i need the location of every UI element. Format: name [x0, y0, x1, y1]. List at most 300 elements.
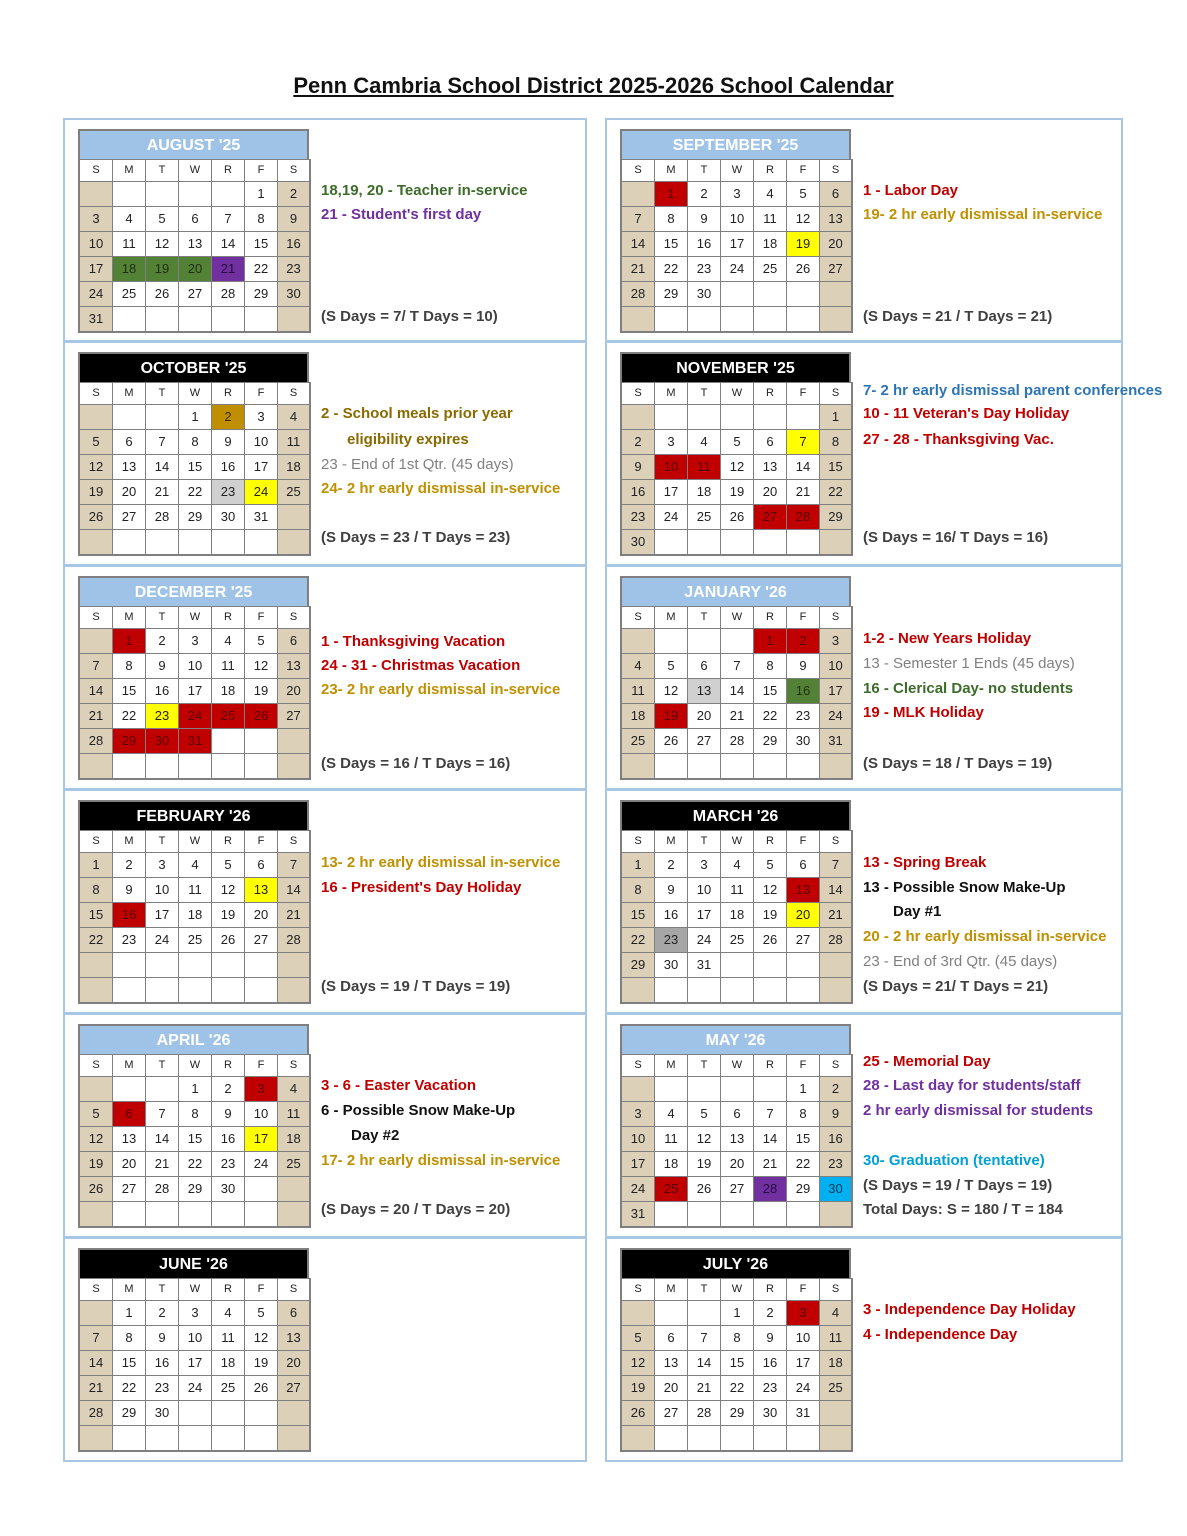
empty-day-cell: [113, 405, 146, 430]
day-cell: 17: [688, 903, 721, 928]
day-cell: 27: [787, 928, 820, 953]
day-cell: 29: [754, 729, 787, 754]
weekday-header: F: [245, 1055, 278, 1077]
day-cell: 2: [278, 182, 311, 207]
day-cell: 9: [622, 455, 655, 480]
day-cell: 19: [787, 232, 820, 257]
day-cell: 28: [80, 729, 113, 754]
weekday-header: S: [278, 383, 311, 405]
day-cell: 18: [278, 455, 311, 480]
empty-day-cell: [754, 978, 787, 1004]
day-cell: 23: [146, 704, 179, 729]
empty-day-cell: [278, 1401, 311, 1426]
day-cell: 27: [179, 282, 212, 307]
day-cell: 26: [688, 1177, 721, 1202]
day-cell: 26: [245, 1376, 278, 1401]
day-cell: 3: [179, 629, 212, 654]
day-cell: 26: [245, 704, 278, 729]
day-cell: 13: [278, 654, 311, 679]
day-cell: 21: [146, 1152, 179, 1177]
day-cell: 13: [655, 1351, 688, 1376]
empty-day-cell: [278, 505, 311, 530]
day-cell: 27: [278, 1376, 311, 1401]
month-title: SEPTEMBER '25: [620, 129, 851, 159]
month-calendar: [620, 1024, 851, 1228]
day-cell: 24: [179, 1376, 212, 1401]
calendar-note: 1-2 - New Years Holiday: [863, 630, 1032, 647]
day-cell: 5: [721, 430, 754, 455]
weekday-header: R: [212, 607, 245, 629]
day-cell: 8: [179, 430, 212, 455]
empty-day-cell: [721, 530, 754, 556]
empty-day-cell: [688, 307, 721, 333]
day-cell: 11: [113, 232, 146, 257]
day-cell: 2: [754, 1301, 787, 1326]
weekday-header: F: [245, 1279, 278, 1301]
weekday-header: T: [688, 383, 721, 405]
day-cell: 8: [787, 1102, 820, 1127]
day-cell: 22: [820, 480, 853, 505]
empty-day-cell: [80, 1077, 113, 1102]
month-grid: [620, 1054, 853, 1228]
day-cell: 13: [278, 1326, 311, 1351]
month-title: AUGUST '25: [78, 129, 309, 159]
weekday-header: R: [754, 1055, 787, 1077]
weekday-header: F: [245, 160, 278, 182]
day-cell: 6: [721, 1102, 754, 1127]
day-cell: 18: [212, 679, 245, 704]
weekday-header: T: [688, 160, 721, 182]
day-cell: 23: [212, 1152, 245, 1177]
calendar-note: Total Days: S = 180 / T = 184: [863, 1201, 1063, 1218]
day-cell: 11: [622, 679, 655, 704]
empty-day-cell: [179, 182, 212, 207]
day-cell: 28: [688, 1401, 721, 1426]
day-cell: 22: [655, 257, 688, 282]
month-grid: [78, 830, 311, 1004]
calendar-note: (S Days = 19 / T Days = 19): [863, 1177, 1053, 1194]
day-cell: 15: [721, 1351, 754, 1376]
weekday-header: T: [146, 1055, 179, 1077]
empty-day-cell: [278, 307, 311, 333]
day-cell: 12: [80, 455, 113, 480]
empty-day-cell: [721, 629, 754, 654]
calendar-note: 18,19, 20 - Teacher in-service: [321, 182, 528, 199]
empty-day-cell: [754, 953, 787, 978]
empty-day-cell: [787, 754, 820, 780]
empty-day-cell: [80, 978, 113, 1004]
empty-day-cell: [721, 405, 754, 430]
calendar-note: 28 - Last day for students/staff: [863, 1077, 1081, 1094]
day-cell: 18: [754, 232, 787, 257]
weekday-header: F: [787, 831, 820, 853]
month-panel: [605, 341, 1163, 566]
weekday-header: M: [655, 831, 688, 853]
empty-day-cell: [212, 307, 245, 333]
weekday-header: F: [787, 607, 820, 629]
day-cell: 28: [787, 505, 820, 530]
day-cell: 28: [80, 1401, 113, 1426]
day-cell: 3: [721, 182, 754, 207]
day-cell: 6: [278, 629, 311, 654]
empty-day-cell: [820, 953, 853, 978]
weekday-header: W: [179, 383, 212, 405]
day-cell: 4: [179, 853, 212, 878]
day-cell: 8: [179, 1102, 212, 1127]
empty-day-cell: [113, 1426, 146, 1452]
day-cell: 16: [212, 1127, 245, 1152]
day-cell: 20: [787, 903, 820, 928]
day-cell: 21: [278, 903, 311, 928]
calendar-note: 13 - Semester 1 Ends (45 days): [863, 655, 1075, 672]
day-cell: 29: [113, 729, 146, 754]
day-cell: 19: [245, 1351, 278, 1376]
day-cell: 15: [622, 903, 655, 928]
day-cell: 19: [688, 1152, 721, 1177]
day-cell: 16: [146, 679, 179, 704]
day-cell: 16: [622, 480, 655, 505]
weekday-header: W: [179, 831, 212, 853]
day-cell: 5: [80, 430, 113, 455]
day-cell: 3: [655, 430, 688, 455]
weekday-header: M: [655, 607, 688, 629]
month-title: APRIL '26: [78, 1024, 309, 1054]
day-cell: 9: [688, 207, 721, 232]
weekday-header: M: [113, 831, 146, 853]
empty-day-cell: [245, 1401, 278, 1426]
empty-day-cell: [80, 530, 113, 556]
empty-day-cell: [820, 754, 853, 780]
day-cell: 17: [820, 679, 853, 704]
day-cell: 5: [212, 853, 245, 878]
weekday-header: R: [754, 831, 787, 853]
day-cell: 9: [146, 654, 179, 679]
empty-day-cell: [754, 1426, 787, 1452]
day-cell: 15: [179, 1127, 212, 1152]
day-cell: 20: [754, 480, 787, 505]
empty-day-cell: [113, 754, 146, 780]
day-cell: 10: [146, 878, 179, 903]
day-cell: 4: [754, 182, 787, 207]
day-cell: 3: [820, 629, 853, 654]
empty-day-cell: [787, 307, 820, 333]
day-cell: 24: [721, 257, 754, 282]
month-notes: [321, 343, 585, 564]
month-calendar: [78, 800, 309, 1004]
day-cell: 15: [820, 455, 853, 480]
month-calendar: [78, 129, 309, 333]
weekday-header: S: [80, 1279, 113, 1301]
day-cell: 2: [688, 182, 721, 207]
day-cell: 13: [787, 878, 820, 903]
day-cell: 25: [113, 282, 146, 307]
empty-day-cell: [146, 754, 179, 780]
month-grid: [620, 382, 853, 556]
day-cell: 3: [179, 1301, 212, 1326]
day-cell: 27: [113, 505, 146, 530]
month-panel: [605, 1013, 1123, 1238]
weekday-header: T: [146, 831, 179, 853]
day-cell: 10: [80, 232, 113, 257]
calendar-note: (S Days = 20 / T Days = 20): [321, 1201, 511, 1218]
empty-day-cell: [655, 754, 688, 780]
day-cell: 1: [245, 182, 278, 207]
day-cell: 5: [245, 1301, 278, 1326]
empty-day-cell: [278, 729, 311, 754]
day-cell: 6: [245, 853, 278, 878]
day-cell: 19: [655, 704, 688, 729]
empty-day-cell: [113, 978, 146, 1004]
calendar-note: Day #1: [893, 903, 942, 920]
day-cell: 4: [278, 405, 311, 430]
weekday-header: F: [787, 383, 820, 405]
day-cell: 14: [787, 455, 820, 480]
day-cell: 27: [688, 729, 721, 754]
empty-day-cell: [787, 953, 820, 978]
day-cell: 30: [146, 729, 179, 754]
empty-day-cell: [113, 182, 146, 207]
day-cell: 9: [655, 878, 688, 903]
day-cell: 15: [245, 232, 278, 257]
weekday-header: R: [754, 1279, 787, 1301]
day-cell: 8: [622, 878, 655, 903]
month-notes: [321, 120, 585, 340]
day-cell: 19: [754, 903, 787, 928]
calendar-note: 2 hr early dismissal for students: [863, 1102, 1094, 1119]
day-cell: 16: [655, 903, 688, 928]
day-cell: 4: [721, 853, 754, 878]
calendar-note: 30- Graduation (tentative): [863, 1152, 1045, 1169]
day-cell: 6: [179, 207, 212, 232]
day-cell: 30: [787, 729, 820, 754]
day-cell: 5: [787, 182, 820, 207]
day-cell: 22: [622, 928, 655, 953]
day-cell: 8: [245, 207, 278, 232]
empty-day-cell: [80, 1202, 113, 1228]
empty-day-cell: [179, 754, 212, 780]
day-cell: 28: [721, 729, 754, 754]
day-cell: 7: [754, 1102, 787, 1127]
calendar-note: 13 - Possible Snow Make-Up: [863, 879, 1066, 896]
day-cell: 1: [179, 405, 212, 430]
empty-day-cell: [622, 307, 655, 333]
empty-day-cell: [754, 754, 787, 780]
day-cell: 13: [113, 455, 146, 480]
day-cell: 10: [179, 654, 212, 679]
day-cell: 3: [80, 207, 113, 232]
day-cell: 11: [278, 1102, 311, 1127]
day-cell: 24: [820, 704, 853, 729]
day-cell: 1: [113, 1301, 146, 1326]
weekday-header: W: [721, 160, 754, 182]
weekday-header: T: [688, 1279, 721, 1301]
empty-day-cell: [622, 754, 655, 780]
day-cell: 7: [622, 207, 655, 232]
weekday-header: F: [245, 607, 278, 629]
empty-day-cell: [179, 1401, 212, 1426]
day-cell: 16: [146, 1351, 179, 1376]
day-cell: 3: [622, 1102, 655, 1127]
weekday-header: S: [622, 383, 655, 405]
empty-day-cell: [688, 530, 721, 556]
calendar-note: 2 - School meals prior year: [321, 405, 513, 422]
month-grid: [78, 159, 311, 333]
day-cell: 29: [113, 1401, 146, 1426]
month-title: JULY '26: [620, 1248, 851, 1278]
day-cell: 15: [179, 455, 212, 480]
day-cell: 27: [655, 1401, 688, 1426]
day-cell: 7: [820, 853, 853, 878]
day-cell: 25: [622, 729, 655, 754]
weekday-header: S: [820, 1055, 853, 1077]
day-cell: 27: [113, 1177, 146, 1202]
weekday-header: M: [655, 383, 688, 405]
empty-day-cell: [688, 754, 721, 780]
day-cell: 21: [721, 704, 754, 729]
month-title: NOVEMBER '25: [620, 352, 851, 382]
calendar-note: (S Days = 7/ T Days = 10): [321, 308, 498, 325]
empty-day-cell: [278, 1202, 311, 1228]
day-cell: 30: [688, 282, 721, 307]
weekday-header: W: [721, 607, 754, 629]
calendar-note: 17- 2 hr early dismissal in-service: [321, 1152, 561, 1169]
day-cell: 29: [787, 1177, 820, 1202]
day-cell: 4: [622, 654, 655, 679]
day-cell: 1: [113, 629, 146, 654]
day-cell: 20: [688, 704, 721, 729]
day-cell: 20: [655, 1376, 688, 1401]
empty-day-cell: [754, 307, 787, 333]
empty-day-cell: [146, 953, 179, 978]
empty-day-cell: [179, 978, 212, 1004]
calendar-note: 20 - 2 hr early dismissal in-service: [863, 928, 1107, 945]
empty-day-cell: [820, 1401, 853, 1426]
day-cell: 9: [113, 878, 146, 903]
month-title: JANUARY '26: [620, 576, 851, 606]
day-cell: 9: [212, 430, 245, 455]
empty-day-cell: [754, 282, 787, 307]
calendar-note: Day #2: [351, 1127, 400, 1144]
day-cell: 24: [688, 928, 721, 953]
day-cell: 4: [278, 1077, 311, 1102]
empty-day-cell: [179, 953, 212, 978]
month-panel: [63, 1237, 587, 1462]
day-cell: 22: [245, 257, 278, 282]
empty-day-cell: [80, 1301, 113, 1326]
day-cell: 14: [688, 1351, 721, 1376]
weekday-header: R: [212, 383, 245, 405]
page-title: Penn Cambria School District 2025-2026 School Calendar: [293, 73, 894, 98]
weekday-header: S: [622, 607, 655, 629]
month-grid: [620, 606, 853, 780]
weekday-header: W: [179, 607, 212, 629]
day-cell: 14: [721, 679, 754, 704]
month-grid: [78, 1054, 311, 1228]
day-cell: 27: [278, 704, 311, 729]
empty-day-cell: [278, 978, 311, 1004]
day-cell: 11: [179, 878, 212, 903]
day-cell: 18: [688, 480, 721, 505]
day-cell: 29: [245, 282, 278, 307]
day-cell: 31: [622, 1202, 655, 1228]
day-cell: 12: [212, 878, 245, 903]
day-cell: 17: [245, 455, 278, 480]
empty-day-cell: [245, 978, 278, 1004]
day-cell: 13: [820, 207, 853, 232]
weekday-header: M: [113, 607, 146, 629]
weekday-header: S: [622, 831, 655, 853]
day-cell: 12: [754, 878, 787, 903]
month-notes: [863, 1015, 1121, 1236]
empty-day-cell: [688, 1426, 721, 1452]
calendar-note: 6 - Possible Snow Make-Up: [321, 1102, 516, 1119]
day-cell: 23: [754, 1376, 787, 1401]
day-cell: 14: [622, 232, 655, 257]
day-cell: 22: [80, 928, 113, 953]
empty-day-cell: [622, 1301, 655, 1326]
weekday-header: W: [721, 831, 754, 853]
day-cell: 14: [820, 878, 853, 903]
day-cell: 1: [820, 405, 853, 430]
empty-day-cell: [754, 1077, 787, 1102]
empty-day-cell: [245, 307, 278, 333]
weekday-header: R: [212, 160, 245, 182]
day-cell: 11: [212, 1326, 245, 1351]
calendar-note: (S Days = 21 / T Days = 21): [863, 308, 1053, 325]
day-cell: 17: [179, 679, 212, 704]
day-cell: 8: [754, 654, 787, 679]
day-cell: 12: [146, 232, 179, 257]
month-panel: [63, 789, 587, 1014]
day-cell: 21: [146, 480, 179, 505]
empty-day-cell: [212, 953, 245, 978]
month-title: JUNE '26: [78, 1248, 309, 1278]
day-cell: 10: [245, 1102, 278, 1127]
day-cell: 1: [622, 853, 655, 878]
day-cell: 15: [80, 903, 113, 928]
calendar-note: 16 - President's Day Holiday: [321, 879, 522, 896]
day-cell: 25: [754, 257, 787, 282]
day-cell: 20: [245, 903, 278, 928]
month-calendar: [620, 129, 851, 333]
day-cell: 4: [820, 1301, 853, 1326]
day-cell: 19: [80, 480, 113, 505]
day-cell: 24: [179, 704, 212, 729]
day-cell: 4: [655, 1102, 688, 1127]
empty-day-cell: [278, 1426, 311, 1452]
day-cell: 30: [212, 1177, 245, 1202]
weekday-header: M: [113, 1055, 146, 1077]
empty-day-cell: [655, 307, 688, 333]
day-cell: 14: [80, 679, 113, 704]
month-grid: [620, 830, 853, 1004]
day-cell: 29: [721, 1401, 754, 1426]
calendar-note: eligibility expires: [347, 431, 469, 448]
empty-day-cell: [146, 1202, 179, 1228]
month-panel: [605, 789, 1123, 1014]
day-cell: 2: [212, 405, 245, 430]
day-cell: 26: [80, 1177, 113, 1202]
day-cell: 12: [721, 455, 754, 480]
month-title: MARCH '26: [620, 800, 851, 830]
month-grid: [78, 606, 311, 780]
day-cell: 20: [721, 1152, 754, 1177]
day-cell: 6: [655, 1326, 688, 1351]
empty-day-cell: [278, 953, 311, 978]
weekday-header: S: [80, 383, 113, 405]
day-cell: 20: [278, 679, 311, 704]
month-notes: [863, 1239, 1121, 1460]
